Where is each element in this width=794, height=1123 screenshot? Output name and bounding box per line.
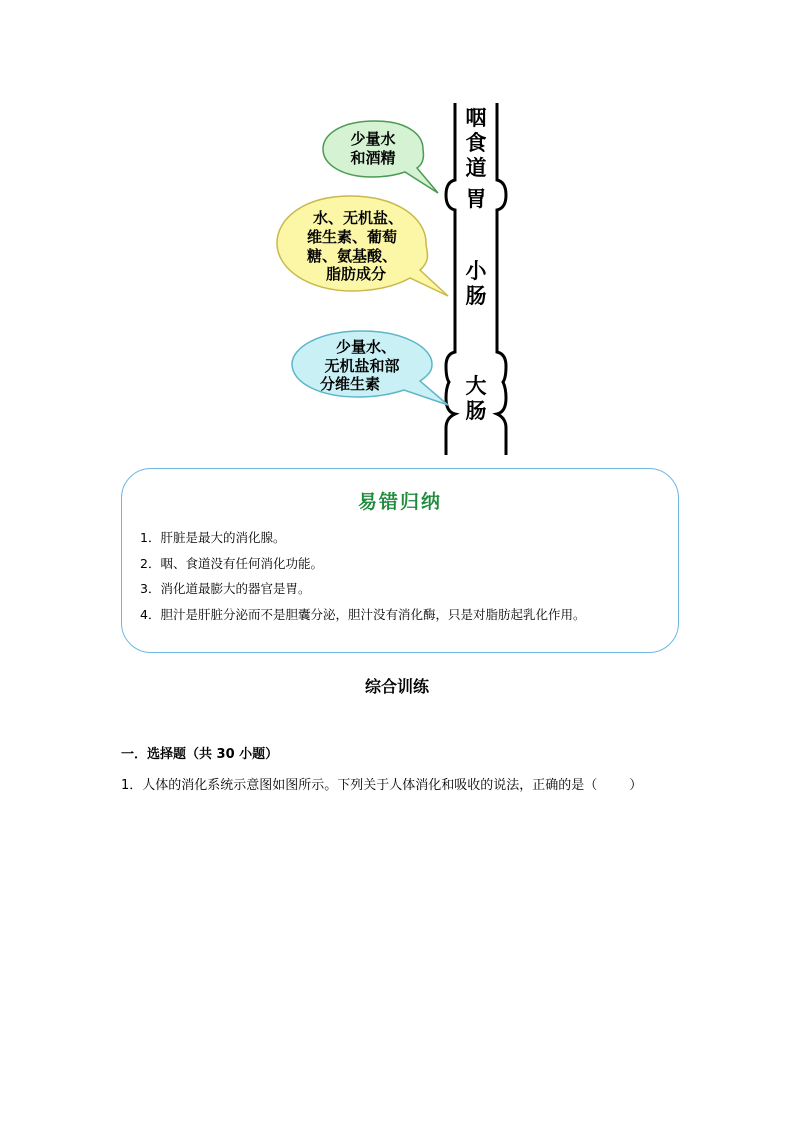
question-section-heading: 一．选择题（共 30 小题）	[121, 747, 279, 762]
organ-esophagus-1: 食	[465, 130, 487, 155]
callout-small-intestine-line-4: 脂肪成分	[325, 265, 387, 283]
summary-box	[121, 468, 679, 653]
organ-small-intestine-2: 肠	[465, 283, 487, 308]
organ-large-intestine-2: 肠	[465, 398, 487, 423]
question-1-close: ）	[629, 778, 643, 793]
callout-small-intestine-line-2: 维生素、葡萄	[306, 228, 398, 246]
question-1	[121, 774, 642, 793]
tract-right-wall	[497, 103, 506, 455]
callout-small-intestine-line-1: 水、无机盐、	[312, 209, 404, 227]
summary-title: 易错归纳	[357, 491, 442, 513]
digestive-tract-diagram	[0, 0, 794, 460]
summary-item: 4．胆汁是肝脏分泌而不是胆囊分泌，胆汁没有消化酶，只是对脂肪起乳化作用。	[140, 606, 586, 622]
summary-item: 3．消化道最膨大的器官是胃。	[140, 581, 311, 596]
callout-large-intestine-line-2: 无机盐和部	[324, 357, 400, 375]
callout-stomach	[323, 121, 438, 193]
organ-pharynx: 咽	[465, 105, 487, 130]
callout-stomach-line-2: 和酒精	[350, 149, 396, 167]
callout-small-intestine-line-3: 糖、氨基酸、	[306, 247, 398, 265]
callout-large-intestine	[292, 331, 448, 405]
summary-item: 2．咽、食道没有任何消化功能。	[140, 555, 323, 571]
organ-esophagus-2: 道	[465, 155, 487, 180]
callout-small-intestine	[277, 196, 448, 296]
summary-item: 1．肝脏是最大的消化腺。	[140, 530, 286, 545]
question-1-text: 1．人体的消化系统示意图如图所示。下列关于人体消化和吸收的说法，正确的是（	[121, 778, 598, 793]
callout-large-intestine-line-1: 少量水、	[335, 338, 397, 356]
organ-small-intestine-1: 小	[465, 258, 487, 283]
organ-stomach: 胃	[465, 186, 487, 211]
section-title: 综合训练	[364, 677, 429, 696]
summary-list	[140, 525, 585, 627]
callout-large-intestine-line-3: 分维生素	[319, 375, 381, 393]
organ-large-intestine-1: 大	[465, 373, 487, 398]
callout-stomach-line-1: 少量水	[350, 130, 396, 148]
tract-left-wall	[446, 103, 455, 455]
